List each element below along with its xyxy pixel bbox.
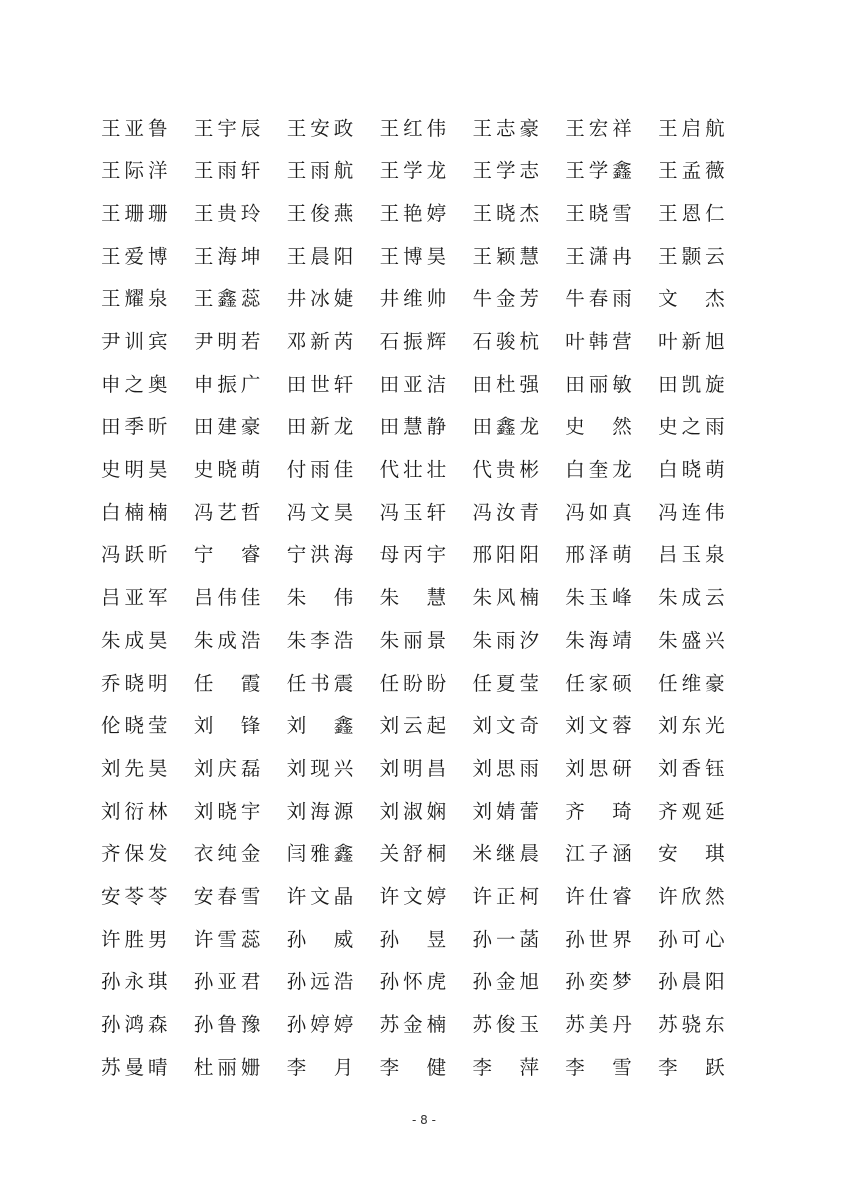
name-cell: 刘淑娴	[379, 799, 451, 823]
name-cell: 杜丽姗	[193, 1055, 265, 1079]
name-row	[101, 363, 751, 406]
name-cell: 田亚洁	[379, 372, 451, 396]
name-cell: 任书震	[286, 671, 358, 695]
name-cell: 牛金芳	[472, 287, 543, 311]
name-cell: 任维豪	[658, 671, 729, 695]
name-cell: 冯玉轩	[379, 500, 451, 524]
name-cell: 冯文昊	[286, 500, 358, 524]
name-cell: 刘晓宇	[193, 799, 265, 823]
name-row	[101, 192, 751, 235]
name-cell: 白奎龙	[565, 458, 636, 482]
name-cell: 邢泽萌	[565, 543, 636, 567]
name-cell: 孙金旭	[472, 970, 543, 994]
name-cell: 米继晨	[472, 842, 543, 866]
name-cell: 王启航	[658, 116, 729, 140]
name-row	[101, 705, 751, 748]
name-cell: 文 杰	[658, 287, 729, 311]
name-cell: 伦晓莹	[101, 714, 172, 738]
name-cell: 许欣然	[658, 884, 729, 908]
name-cell: 王珊珊	[101, 201, 172, 225]
name-cell: 李 健	[379, 1055, 451, 1079]
name-cell: 刘海源	[286, 799, 358, 823]
name-cell: 孙一菡	[472, 927, 543, 951]
name-cell: 付雨佳	[286, 458, 358, 482]
name-cell: 李 月	[286, 1055, 358, 1079]
name-cell: 王俊燕	[286, 201, 358, 225]
name-cell: 王雨轩	[193, 159, 265, 183]
name-cell: 王恩仁	[658, 201, 729, 225]
name-cell: 王红伟	[379, 116, 451, 140]
name-cell: 刘文蓉	[565, 714, 636, 738]
name-cell: 田世轩	[286, 372, 358, 396]
name-row	[101, 278, 751, 321]
name-cell: 白楠楠	[101, 500, 172, 524]
name-cell: 齐保发	[101, 842, 172, 866]
name-cell: 朱李浩	[286, 628, 358, 652]
name-cell: 王贵玲	[193, 201, 265, 225]
name-cell: 朱雨汐	[472, 628, 543, 652]
name-cell: 王际洋	[101, 159, 172, 183]
name-cell: 刘 锋	[193, 714, 265, 738]
name-cell: 代壮壮	[379, 458, 451, 482]
name-cell: 孙晨阳	[658, 970, 729, 994]
name-cell: 安 琪	[658, 842, 729, 866]
name-cell: 宁洪海	[286, 543, 358, 567]
name-cell: 朱 慧	[379, 586, 451, 610]
name-cell: 王学鑫	[565, 159, 636, 183]
name-cell: 冯汝青	[472, 500, 543, 524]
name-cell: 朱成云	[658, 586, 729, 610]
name-cell: 石振辉	[379, 330, 451, 354]
name-cell: 朱风楠	[472, 586, 543, 610]
name-cell: 王潇冉	[565, 244, 636, 268]
name-cell: 孙鸿森	[101, 1013, 172, 1037]
name-row	[101, 918, 751, 961]
name-cell: 刘先昊	[101, 756, 172, 780]
name-cell: 孙世界	[565, 927, 636, 951]
name-cell: 刘明昌	[379, 756, 451, 780]
name-cell: 孙永琪	[101, 970, 172, 994]
name-cell: 邢阳阳	[472, 543, 543, 567]
name-cell: 刘思研	[565, 756, 636, 780]
name-row	[101, 449, 751, 492]
name-cell: 王艳婷	[379, 201, 451, 225]
name-cell: 史明昊	[101, 458, 172, 482]
name-cell: 孙奕梦	[565, 970, 636, 994]
name-cell: 苏美丹	[565, 1013, 636, 1037]
name-row	[101, 790, 751, 833]
name-cell: 冯跃昕	[101, 543, 172, 567]
name-cell: 吕玉泉	[658, 543, 729, 567]
name-cell: 苏金楠	[379, 1013, 451, 1037]
name-cell: 苏俊玉	[472, 1013, 543, 1037]
name-cell: 江子涵	[565, 842, 636, 866]
name-row	[101, 747, 751, 790]
name-cell: 许胜男	[101, 927, 172, 951]
name-cell: 王博昊	[379, 244, 451, 268]
name-cell: 孙亚君	[193, 970, 265, 994]
name-cell: 李 萍	[472, 1055, 543, 1079]
name-cell: 宁 睿	[193, 543, 265, 567]
name-cell: 史之雨	[658, 415, 729, 439]
name-cell: 田慧静	[379, 415, 451, 439]
name-row	[101, 619, 751, 662]
name-cell: 史晓萌	[193, 458, 265, 482]
name-cell: 王亚鲁	[101, 116, 172, 140]
name-cell: 安苓苓	[101, 884, 172, 908]
name-cell: 朱成昊	[101, 628, 172, 652]
name-cell: 衣纯金	[193, 842, 265, 866]
name-cell: 石骏杭	[472, 330, 543, 354]
name-cell: 刘文奇	[472, 714, 543, 738]
name-cell: 田凯旋	[658, 372, 729, 396]
name-cell: 田建豪	[193, 415, 265, 439]
name-cell: 井维帅	[379, 287, 451, 311]
name-cell: 王颢云	[658, 244, 729, 268]
name-cell: 邓新芮	[286, 330, 358, 354]
name-cell: 苏曼晴	[101, 1055, 172, 1079]
name-cell: 刘衍林	[101, 799, 172, 823]
name-row	[101, 150, 751, 193]
name-cell: 王爱博	[101, 244, 172, 268]
name-row	[101, 534, 751, 577]
name-cell: 刘思雨	[472, 756, 543, 780]
name-cell: 闫雅鑫	[286, 842, 358, 866]
name-cell: 田鑫龙	[472, 415, 543, 439]
names-grid	[101, 107, 751, 1089]
name-row	[101, 875, 751, 918]
name-cell: 牛春雨	[565, 287, 636, 311]
name-cell: 齐观延	[658, 799, 729, 823]
name-cell: 王晨阳	[286, 244, 358, 268]
name-cell: 叶新旭	[658, 330, 729, 354]
name-cell: 代贵彬	[472, 458, 543, 482]
name-cell: 尹训宾	[101, 330, 172, 354]
name-row	[101, 833, 751, 876]
name-cell: 乔晓明	[101, 671, 172, 695]
name-cell: 朱成浩	[193, 628, 265, 652]
name-cell: 齐 琦	[565, 799, 636, 823]
name-cell: 史 然	[565, 415, 636, 439]
name-cell: 李 跃	[658, 1055, 729, 1079]
name-cell: 孙婷婷	[286, 1013, 358, 1037]
name-cell: 朱盛兴	[658, 628, 729, 652]
name-cell: 田新龙	[286, 415, 358, 439]
name-row	[101, 235, 751, 278]
name-row	[101, 1046, 751, 1089]
name-cell: 苏骁东	[658, 1013, 729, 1037]
name-cell: 田季昕	[101, 415, 172, 439]
name-cell: 任 霞	[193, 671, 265, 695]
name-cell: 刘东光	[658, 714, 729, 738]
name-cell: 申振广	[193, 372, 265, 396]
name-cell: 冯如真	[565, 500, 636, 524]
name-cell: 许正柯	[472, 884, 543, 908]
name-cell: 井冰婕	[286, 287, 358, 311]
name-cell: 叶韩营	[565, 330, 636, 354]
name-row	[101, 107, 751, 150]
name-cell: 申之奥	[101, 372, 172, 396]
name-cell: 孙可心	[658, 927, 729, 951]
name-cell: 王宇辰	[193, 116, 265, 140]
name-cell: 许文婷	[379, 884, 451, 908]
name-cell: 李 雪	[565, 1055, 636, 1079]
name-cell: 孙怀虎	[379, 970, 451, 994]
name-cell: 安春雪	[193, 884, 265, 908]
page-number: - 8 -	[412, 1113, 436, 1127]
name-cell: 尹明若	[193, 330, 265, 354]
name-cell: 刘现兴	[286, 756, 358, 780]
name-cell: 关舒桐	[379, 842, 451, 866]
name-cell: 王志豪	[472, 116, 543, 140]
name-cell: 母丙宇	[379, 543, 451, 567]
name-cell: 王海坤	[193, 244, 265, 268]
name-cell: 王孟薇	[658, 159, 729, 183]
name-cell: 王鑫蕊	[193, 287, 265, 311]
name-cell: 王雨航	[286, 159, 358, 183]
name-cell: 许雪蕊	[193, 927, 265, 951]
name-cell: 刘婧蕾	[472, 799, 543, 823]
name-cell: 朱丽景	[379, 628, 451, 652]
name-cell: 朱玉峰	[565, 586, 636, 610]
name-cell: 冯连伟	[658, 500, 729, 524]
name-cell: 许文晶	[286, 884, 358, 908]
name-cell: 刘香钰	[658, 756, 729, 780]
name-row	[101, 961, 751, 1004]
name-cell: 王宏祥	[565, 116, 636, 140]
name-cell: 王耀泉	[101, 287, 172, 311]
name-cell: 孙远浩	[286, 970, 358, 994]
name-cell: 王学龙	[379, 159, 451, 183]
name-cell: 许仕睿	[565, 884, 636, 908]
name-cell: 吕亚军	[101, 586, 172, 610]
name-cell: 王晓杰	[472, 201, 543, 225]
name-row	[101, 577, 751, 620]
name-cell: 王晓雪	[565, 201, 636, 225]
name-cell: 任盼盼	[379, 671, 451, 695]
name-cell: 朱 伟	[286, 586, 358, 610]
name-cell: 刘庆磊	[193, 756, 265, 780]
name-cell: 王颖慧	[472, 244, 543, 268]
name-row	[101, 406, 751, 449]
name-cell: 王学志	[472, 159, 543, 183]
name-cell: 冯艺哲	[193, 500, 265, 524]
name-cell: 孙 威	[286, 927, 358, 951]
name-row	[101, 1003, 751, 1046]
name-row	[101, 320, 751, 363]
name-cell: 孙 昱	[379, 927, 451, 951]
name-cell: 王安政	[286, 116, 358, 140]
name-cell: 任夏莹	[472, 671, 543, 695]
name-cell: 刘云起	[379, 714, 451, 738]
name-cell: 孙鲁豫	[193, 1013, 265, 1037]
name-row	[101, 662, 751, 705]
name-cell: 田丽敏	[565, 372, 636, 396]
name-cell: 任家硕	[565, 671, 636, 695]
name-cell: 白晓萌	[658, 458, 729, 482]
name-cell: 吕伟佳	[193, 586, 265, 610]
name-cell: 刘 鑫	[286, 714, 358, 738]
name-row	[101, 491, 751, 534]
name-cell: 田杜强	[472, 372, 543, 396]
name-cell: 朱海靖	[565, 628, 636, 652]
